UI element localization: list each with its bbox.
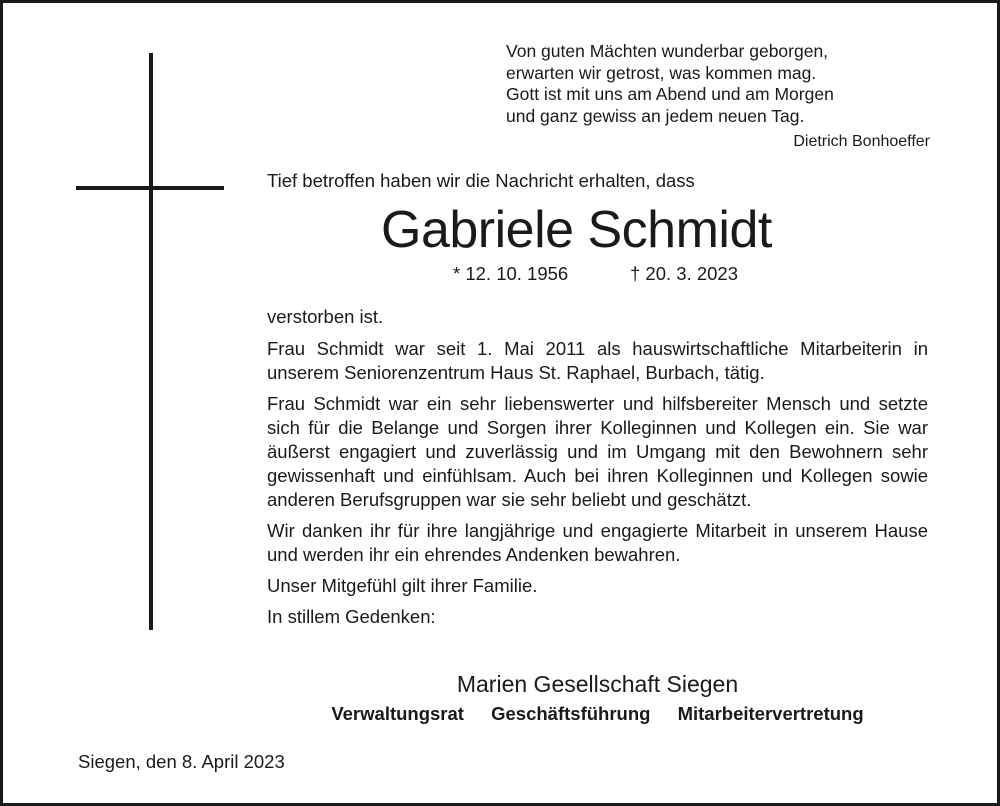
- place-date: Siegen, den 8. April 2023: [78, 751, 285, 772]
- cross-icon: [149, 53, 153, 630]
- death-date: † 20. 3. 2023: [630, 263, 739, 284]
- body-paragraph: Wir danken ihr für ihre langjährige und engagierte Mitarbeit in unserem Hause und werden ihr ein ehrendes Andenken bewahren.: [267, 520, 928, 565]
- body-paragraph: Unser Mitgefühl gilt ihrer Familie.: [267, 575, 538, 596]
- board-name: Verwaltungsrat: [331, 703, 464, 724]
- board-name: Mitarbeitervertretung: [677, 703, 864, 724]
- intro-text: Tief betroffen haben wir die Nachricht erhalten, dass: [267, 170, 695, 191]
- body-paragraph: Frau Schmidt war ein sehr liebenswerter und hilfsbereiter Mensch und setzte sich für die Belange und Sorgen ihrer Kolleginnen und Kollegen ein. Sie war äußerst engagiert und zuverlässig und im Umgang mit den Bewohnern sehr gewissenhaft und einfühlsam. Auch bei ihren Kolleginnen und Kollegen sowie anderen Berufsgruppen war sie sehr beliebt und geschätzt.: [267, 393, 928, 510]
- bonhoeffer-quote: [506, 41, 930, 153]
- obituary-body: [267, 305, 928, 636]
- quote-line: Gott ist mit uns am Abend und am Morgen: [506, 84, 834, 104]
- body-paragraph: Frau Schmidt war seit 1. Mai 2011 als hauswirtschaftliche Mitarbeiterin in unserem Seniorenzentrum Haus St. Raphael, Burbach, tätig.: [267, 338, 928, 383]
- body-paragraph: In stillem Gedenken:: [267, 606, 436, 627]
- boards-list: [267, 703, 928, 725]
- birth-date: * 12. 10. 1956: [453, 263, 569, 284]
- deceased-name: Gabriele Schmidt: [381, 201, 772, 259]
- board-name: Geschäftsführung: [491, 703, 651, 724]
- organization-name: Marien Gesellschaft Siegen: [456, 671, 739, 697]
- quote-line: erwarten wir getrost, was kommen mag.: [506, 62, 817, 83]
- cross-icon-bar: [76, 186, 224, 190]
- body-paragraph: verstorben ist.: [267, 306, 384, 327]
- quote-line: Von guten Mächten wunderbar geborgen,: [506, 41, 829, 61]
- quote-line: und ganz gewiss an jedem neuen Tag.: [506, 105, 805, 126]
- quote-author: Dietrich Bonhoeffer: [793, 133, 930, 150]
